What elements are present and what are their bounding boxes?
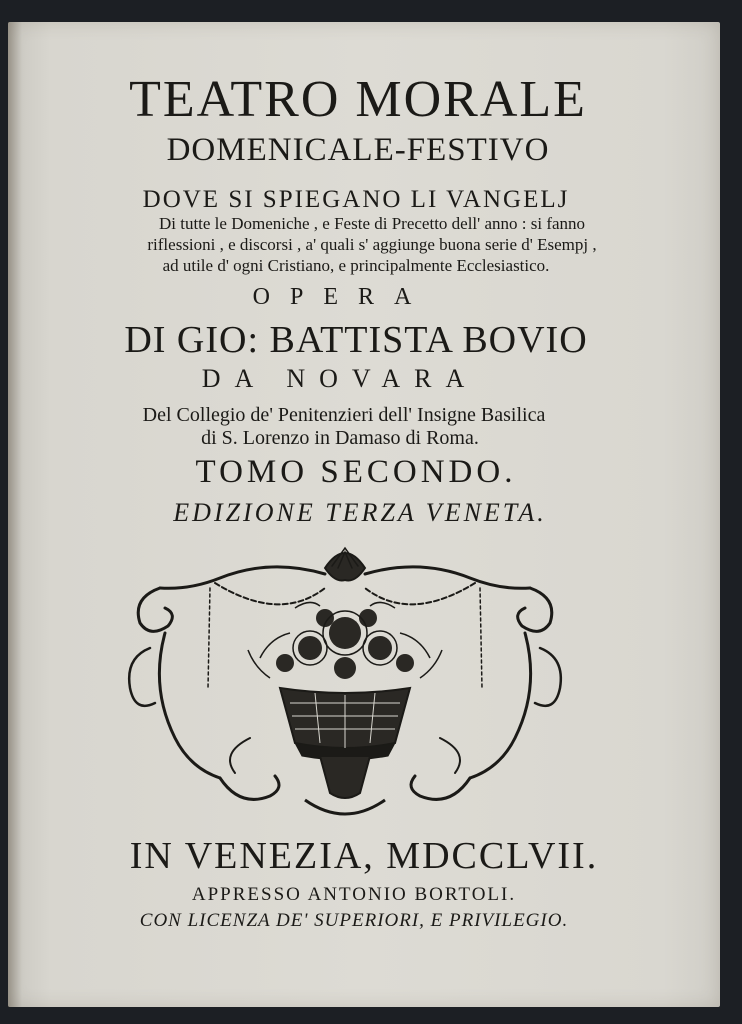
subtitle-line-2: riflessioni , e discorsi , a' quali s' aggiunge buona serie d' Esempj , <box>147 235 597 254</box>
subtitle-line-3: ad utile d' ogni Cristiano, e principalmente Ecclesiastico. <box>162 256 550 275</box>
printer-name: APPRESSO ANTONIO BORTOLI. <box>191 884 517 905</box>
book-page <box>8 22 720 1007</box>
flower-basket-ornament-icon <box>120 538 570 838</box>
title-line-1: TEATRO MORALE <box>129 71 587 128</box>
licence-line: CON LICENZA DE' SUPERIORI, E PRIVILEGIO. <box>139 910 569 931</box>
author-name: DI GIO: BATTISTA BOVIO <box>124 319 588 361</box>
college-line-1: Del Collegio de' Penitenzieri dell' Insigne Basilica <box>142 404 546 426</box>
title-line-3: DOVE SI SPIEGANO LI VANGELJ <box>142 186 570 213</box>
subtitle-line-1: Di tutte le Domeniche , e Feste di Precetto dell' anno : si fanno <box>158 214 586 233</box>
author-origin: DA NOVARA <box>201 364 479 393</box>
volume-label: TOMO SECONDO. <box>195 454 517 490</box>
imprint-place: IN VENEZIA, MDCCLVII. <box>129 835 599 877</box>
edition-label: EDIZIONE TERZA VENETA. <box>173 498 547 527</box>
title-line-2: DOMENICALE-FESTIVO <box>166 132 550 168</box>
college-line-2: di S. Lorenzo in Damaso di Roma. <box>201 427 479 449</box>
opera-label: OPERA <box>252 284 432 310</box>
